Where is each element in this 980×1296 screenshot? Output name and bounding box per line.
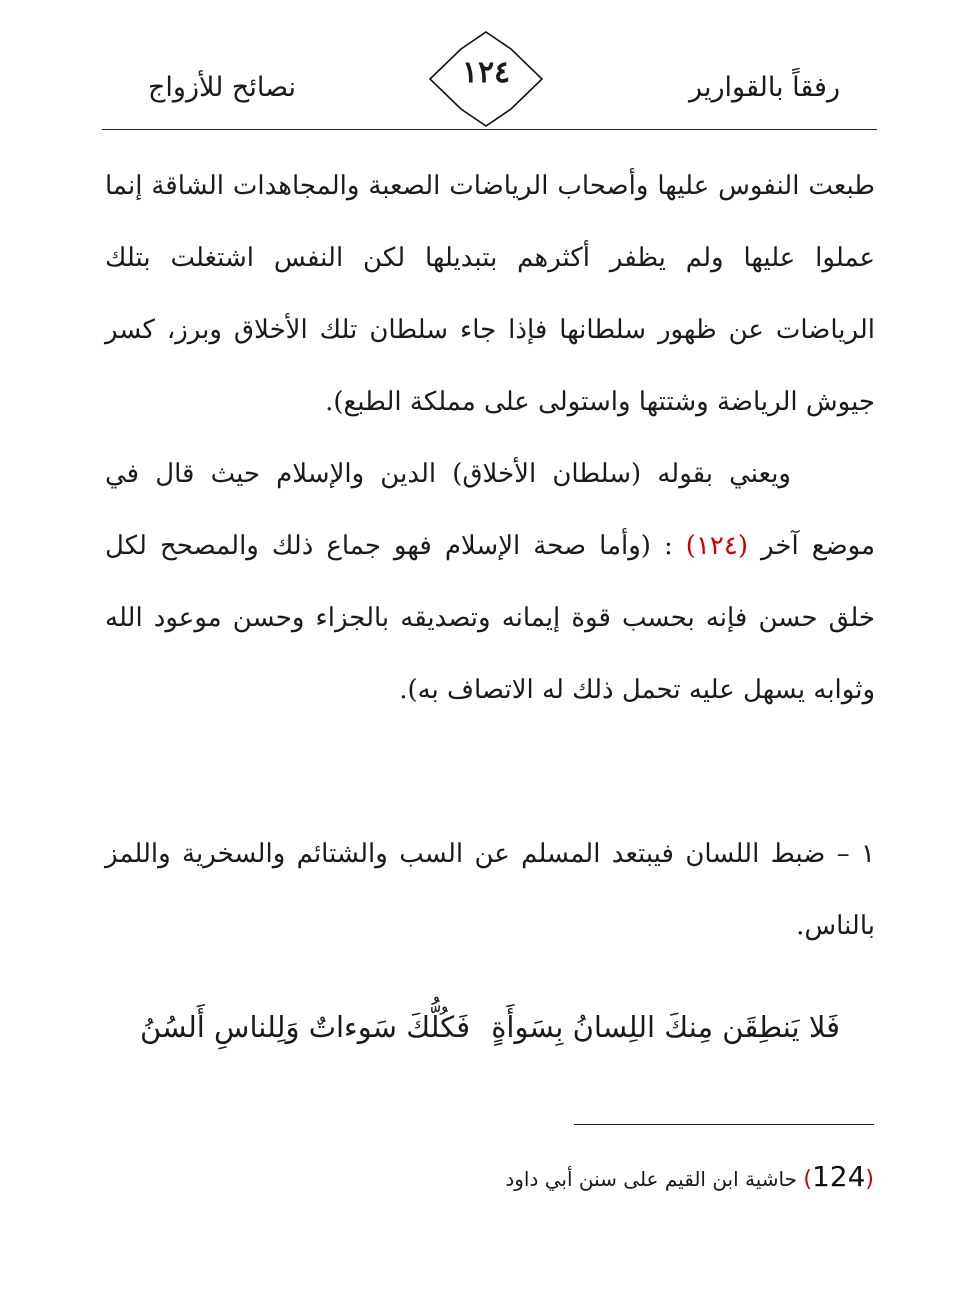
footnote-number: 124 [811, 1160, 866, 1193]
paragraph-continuation: طبعت النفوس عليها وأصحاب الرياضات الصعبة والمجاهدات الشاقة إنما عملوا عليها ولم يظفر أكثرهم بتبديلها لكن النفس اشتغلت بتلك الرياضات عن ظهور سلطانها فإذا جاء سلطان تلك الأخلاق وبرز، كسر جيوش الرياضة وشتتها واستولى على مملكة الطبع). [105, 171, 875, 417]
running-header-section-title: نصائح للأزواج [148, 72, 297, 103]
list-item-tongue-control: ١ – ضبط اللسان فيبتعد المسلم عن السب والشتائم والسخرية واللمز بالناس. [105, 839, 875, 941]
paragraph-text-end: : (وأما صحة الإسلام فهو جماع ذلك والمصحح لكل خلق حسن فإنه بحسب قوة إيمانه وتصديقه بالجزاء وحسن موعود الله وثوابه يسهل عليه تحمل ذلك له الاتصاف به). [105, 531, 875, 705]
paragraph-text-start: ويعني بقوله (سلطان الأخلاق) الدين والإسلام حيث قال في موضع آخر [105, 459, 876, 561]
footnote-reference: (١٢٤) [685, 531, 748, 561]
header-divider [102, 129, 877, 130]
footnote-paren-close: ) [803, 1167, 812, 1192]
verse-first-hemistich: فَلا يَنطِقَن مِنكَ اللِسانُ بِسَوأَةٍ [491, 1010, 840, 1044]
footnote [505, 1160, 874, 1193]
footnote-text: حاشية ابن القيم على سنن أبي داود [505, 1167, 797, 1191]
page-number: ١٢٤ [461, 55, 511, 90]
verse-second-hemistich: فَكُلُّكَ سَوءاتٌ وَلِلناسِ أَلسُنُ [140, 1010, 471, 1044]
footnote-paren-open: ( [865, 1167, 874, 1192]
paragraph-religion-quote [105, 438, 875, 726]
footnote-divider [574, 1124, 874, 1125]
poetry-verse [140, 1010, 840, 1060]
running-header-book-title: رفقاً بالقوارير [689, 72, 840, 103]
